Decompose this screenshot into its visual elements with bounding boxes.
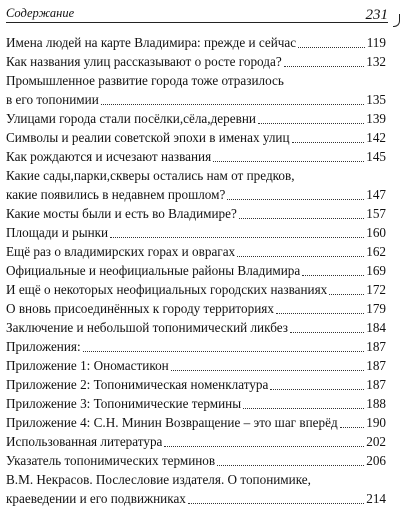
entry-title: Площади и рынки xyxy=(6,225,109,240)
entry-title: Приложение 1: Ономастикон xyxy=(6,358,169,373)
running-head xyxy=(6,6,388,23)
dot-leader xyxy=(284,66,365,67)
toc-entry[interactable] xyxy=(6,223,386,242)
toc-entry[interactable] xyxy=(6,318,386,337)
entry-page-number: 119 xyxy=(366,35,386,50)
entry-page-number: 187 xyxy=(366,377,386,392)
entry-page-number: 132 xyxy=(366,54,386,69)
dot-leader xyxy=(239,218,364,219)
entry-title: Приложение 3: Топонимические термины xyxy=(6,396,242,411)
toc-entry[interactable] xyxy=(6,166,386,204)
dot-leader xyxy=(83,351,365,352)
entry-title: О вновь присоединённых к городу территориях xyxy=(6,301,274,316)
entry-page-number: 169 xyxy=(366,263,386,278)
entry-page-number: 187 xyxy=(366,339,386,354)
entry-page-number: 187 xyxy=(366,358,386,373)
toc-entry[interactable] xyxy=(6,356,386,375)
entry-page-number: 139 xyxy=(366,111,386,126)
toc-entry[interactable] xyxy=(6,451,386,470)
toc-entry[interactable] xyxy=(6,280,386,299)
dot-leader xyxy=(227,199,364,200)
entry-title: Приложения: xyxy=(6,339,81,354)
entry-title: Имена людей на карте Владимира: прежде и сейчас xyxy=(6,35,297,50)
entry-page-number: 184 xyxy=(366,320,386,335)
toc-entry[interactable] xyxy=(6,147,386,166)
toc-entry[interactable] xyxy=(6,52,386,71)
entry-page-number: 160 xyxy=(366,225,386,240)
section-title: Содержание xyxy=(6,6,75,20)
dot-leader xyxy=(217,465,364,466)
entry-page-number: 162 xyxy=(366,244,386,259)
entry-title: краеведении и его подвижниках xyxy=(6,491,186,506)
entry-page-number: 188 xyxy=(366,396,386,411)
dot-leader xyxy=(213,161,364,162)
dot-leader xyxy=(290,332,364,333)
dot-leader xyxy=(340,427,365,428)
dot-leader xyxy=(292,142,365,143)
entry-page-number: 145 xyxy=(366,149,386,164)
entry-page-number: 135 xyxy=(366,92,386,107)
dot-leader xyxy=(258,123,364,124)
entry-page-number: 190 xyxy=(366,415,386,430)
entry-page-number: 214 xyxy=(366,491,386,506)
entry-title-line1: Промышленное развитие города тоже отразилось xyxy=(6,73,284,88)
entry-title: Официальные и неофициальные районы Владимира xyxy=(6,263,301,278)
entry-title: Как названия улиц рассказывают о росте города? xyxy=(6,54,282,69)
toc-entry[interactable] xyxy=(6,242,386,261)
entry-title: Символы и реалии советской эпохи в именах улиц xyxy=(6,130,290,145)
dot-leader xyxy=(302,275,364,276)
dot-leader xyxy=(276,313,364,314)
entry-title: Ещё раз о владимирских горах и оврагах xyxy=(6,244,236,259)
toc-entry[interactable] xyxy=(6,375,386,394)
entry-page-number: 157 xyxy=(366,206,386,221)
toc-entry[interactable] xyxy=(6,470,386,508)
dot-leader xyxy=(171,370,364,371)
dot-leader xyxy=(270,389,364,390)
entry-title: какие появились в недавнем прошлом? xyxy=(6,187,226,202)
dot-leader xyxy=(243,408,364,409)
toc-entry[interactable] xyxy=(6,413,386,432)
entry-page-number: 142 xyxy=(366,130,386,145)
dot-leader xyxy=(164,446,364,447)
page-number: 231 xyxy=(365,7,388,23)
dot-leader xyxy=(329,294,364,295)
toc-entry[interactable] xyxy=(6,109,386,128)
entry-title: Какие мосты были и есть во Владимире? xyxy=(6,206,237,221)
entry-page-number: 147 xyxy=(366,187,386,202)
entry-title: Приложение 2: Топонимическая номенклатура xyxy=(6,377,269,392)
dot-leader xyxy=(188,503,364,504)
dot-leader xyxy=(110,237,364,238)
toc-entry[interactable] xyxy=(6,204,386,223)
entry-title: Заключение и небольшой топонимический ликбез xyxy=(6,320,288,335)
toc-entry[interactable] xyxy=(6,128,386,147)
dot-leader xyxy=(101,104,364,105)
entry-title-line1: Какие сады,парки,скверы остались нам от предков, xyxy=(6,168,295,183)
toc-entry[interactable] xyxy=(6,33,386,52)
entry-title: Улицами города стали посёлки,сёла,деревни xyxy=(6,111,256,126)
table-of-contents xyxy=(6,33,386,508)
entry-page-number: 202 xyxy=(366,434,386,449)
entry-title: Указатель топонимических терминов xyxy=(6,453,216,468)
toc-entry[interactable] xyxy=(6,337,386,356)
corner-ornament xyxy=(393,14,400,27)
entry-page-number: 179 xyxy=(366,301,386,316)
entry-title: Приложение 4: С.Н. Минин Возвращение – это шаг вперёд xyxy=(6,415,338,430)
toc-entry[interactable] xyxy=(6,432,386,451)
entry-title-line1: В.М. Некрасов. Послесловие издателя. О топонимике, xyxy=(6,472,311,487)
toc-entry[interactable] xyxy=(6,71,386,109)
toc-entry[interactable] xyxy=(6,261,386,280)
entry-title: Использованная литература xyxy=(6,434,163,449)
entry-title: Как рождаются и исчезают названия xyxy=(6,149,212,164)
dot-leader xyxy=(237,256,364,257)
entry-title: И ещё о некоторых неофициальных городских названиях xyxy=(6,282,328,297)
entry-page-number: 206 xyxy=(366,453,386,468)
toc-entry[interactable] xyxy=(6,394,386,413)
entry-page-number: 172 xyxy=(366,282,386,297)
toc-entry[interactable] xyxy=(6,299,386,318)
dot-leader xyxy=(298,47,365,48)
entry-title: в его топонимии xyxy=(6,92,99,107)
